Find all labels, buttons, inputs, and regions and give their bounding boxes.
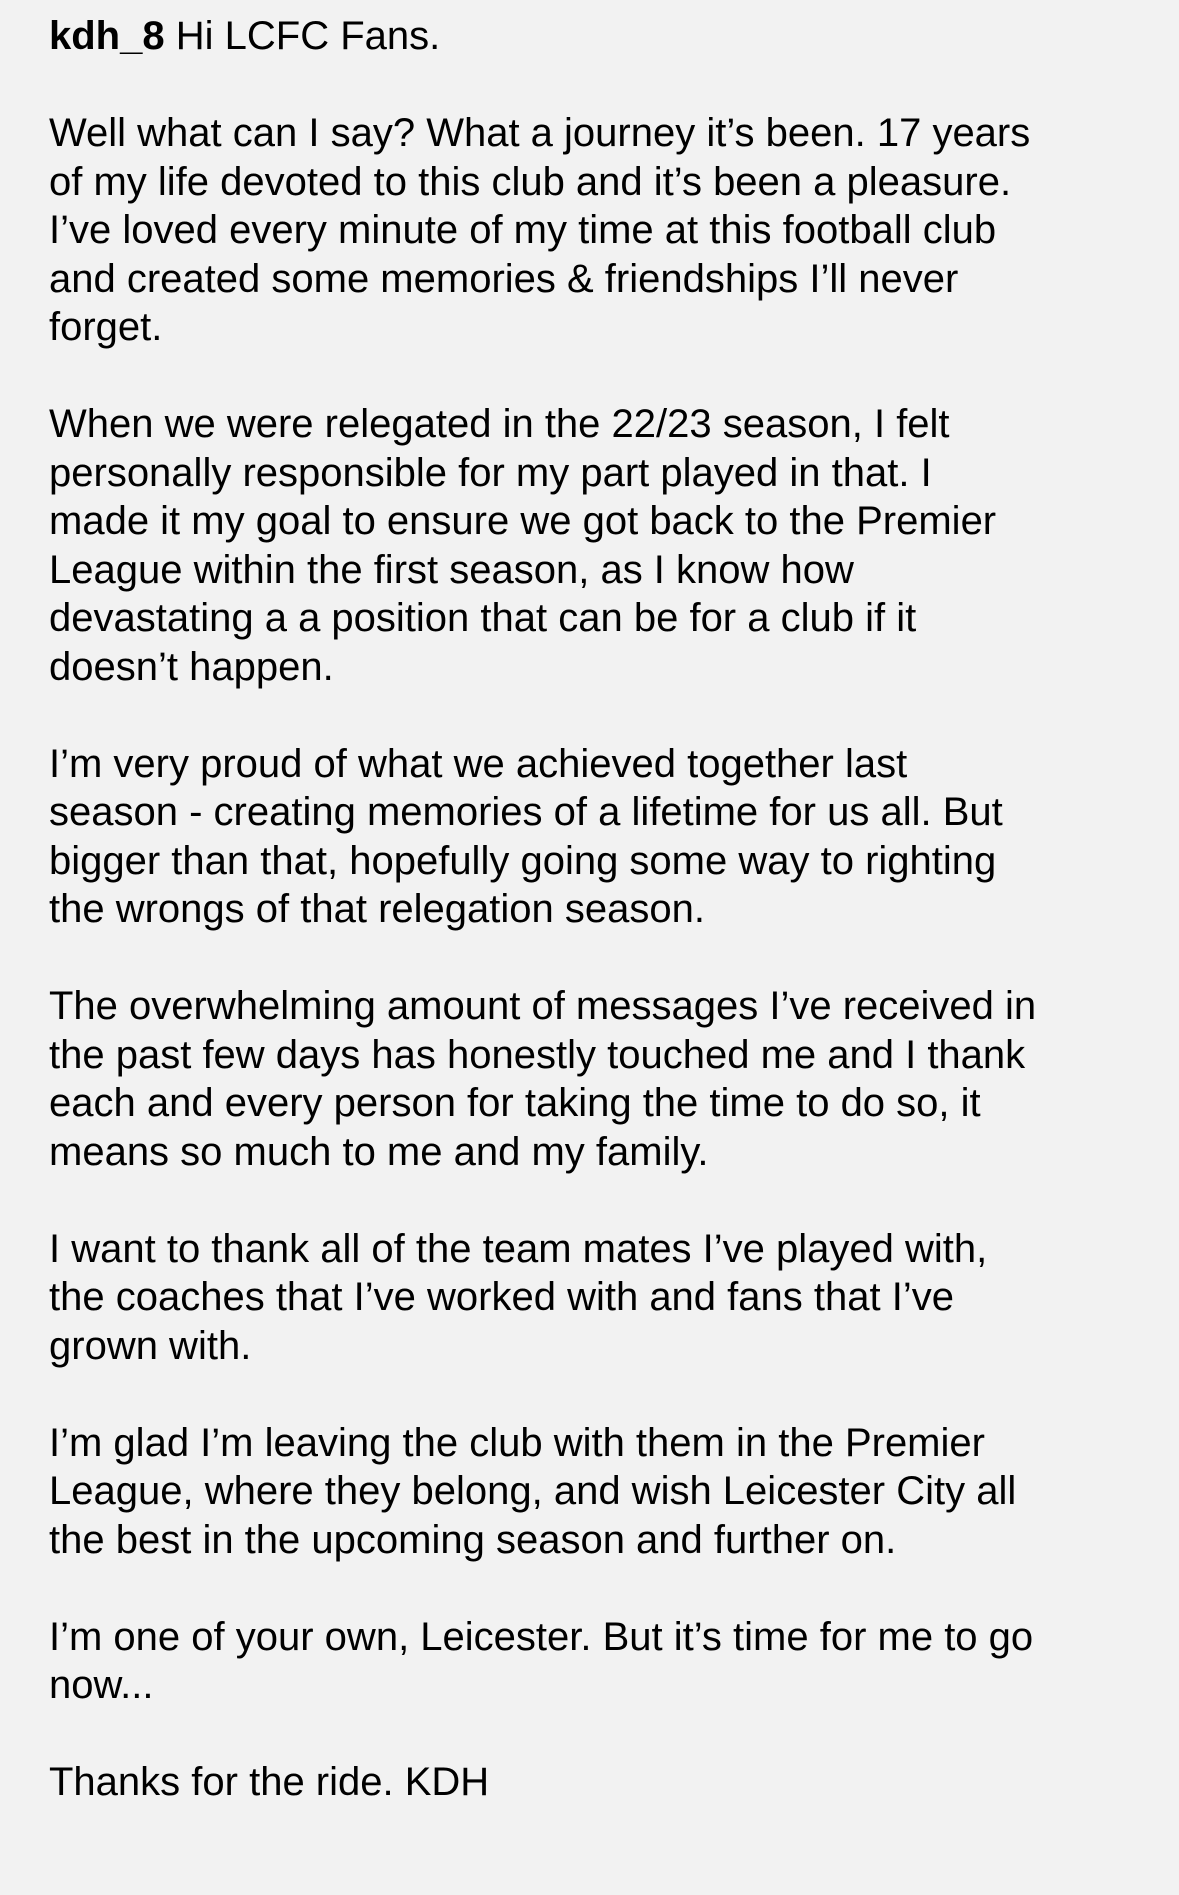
caption-line: Thanks for the ride. KDH — [49, 1760, 490, 1804]
caption-paragraph-7 — [49, 1613, 1149, 1710]
caption-line: now... — [49, 1663, 154, 1707]
caption-paragraph-3 — [49, 740, 1149, 934]
caption-line: and created some memories & friendships I’ll never — [49, 256, 959, 301]
caption-line: the wrongs of that relegation season. — [49, 887, 705, 931]
caption-line: season - creating memories of a lifetime for us all. But — [49, 790, 1003, 834]
caption-line: Well what can I say? What a journey it’s been. 17 years — [49, 111, 1031, 155]
caption-line: bigger than that, hopefully going some way to righting — [49, 838, 997, 883]
caption-paragraph-5 — [49, 1225, 1149, 1371]
username-link[interactable]: kdh_8 — [49, 14, 165, 58]
caption-paragraph-6 — [49, 1419, 1149, 1565]
caption-line: of my life devoted to this club and it’s been a pleasure. — [49, 159, 1012, 204]
post-caption — [49, 12, 1149, 1807]
caption-line: League, where they belong, and wish Leicester City all — [49, 1469, 1017, 1513]
caption-line: the past few days has honestly touched me and I thank — [49, 1032, 1026, 1077]
caption-paragraph-8 — [49, 1758, 1149, 1807]
caption-line: devastating a a position that can be for a club if it — [49, 596, 917, 640]
caption-line: doesn’t happen. — [49, 644, 334, 689]
caption-line: When we were relegated in the 22/23 season, I felt — [49, 402, 950, 446]
caption-line: I’m one of your own, Leicester. But it’s time for me to go — [49, 1614, 1034, 1659]
caption-line: made it my goal to ensure we got back to the Premier — [49, 499, 997, 543]
caption-line: the best in the upcoming season and further on. — [49, 1517, 897, 1562]
caption-paragraph-4 — [49, 982, 1149, 1176]
caption-line: means so much to me and my family. — [49, 1129, 709, 1174]
caption-line: the coaches that I’ve worked with and fans that I’ve — [49, 1275, 954, 1319]
caption-line: The overwhelming amount of messages I’ve received in — [49, 984, 1037, 1028]
caption-header — [49, 12, 1149, 61]
caption-line: League within the first season, as I know how — [49, 547, 854, 592]
caption-line: grown with. — [49, 1323, 252, 1368]
caption-paragraph-1 — [49, 109, 1149, 352]
caption-line: I’m glad I’m leaving the club with them in the Premier — [49, 1420, 985, 1465]
caption-paragraph-2 — [49, 400, 1149, 691]
caption-line: I’ve loved every minute of my time at this football club — [49, 208, 997, 252]
caption-line: each and every person for taking the time to do so, it — [49, 1081, 981, 1125]
caption-line: I’m very proud of what we achieved together last — [49, 741, 908, 786]
caption-line: forget. — [49, 305, 163, 349]
caption-line: personally responsible for my part played in that. I — [49, 450, 932, 495]
greeting-text: Hi LCFC Fans. — [175, 14, 441, 58]
caption-line: I want to thank all of the team mates I’ve played with, — [49, 1226, 988, 1271]
